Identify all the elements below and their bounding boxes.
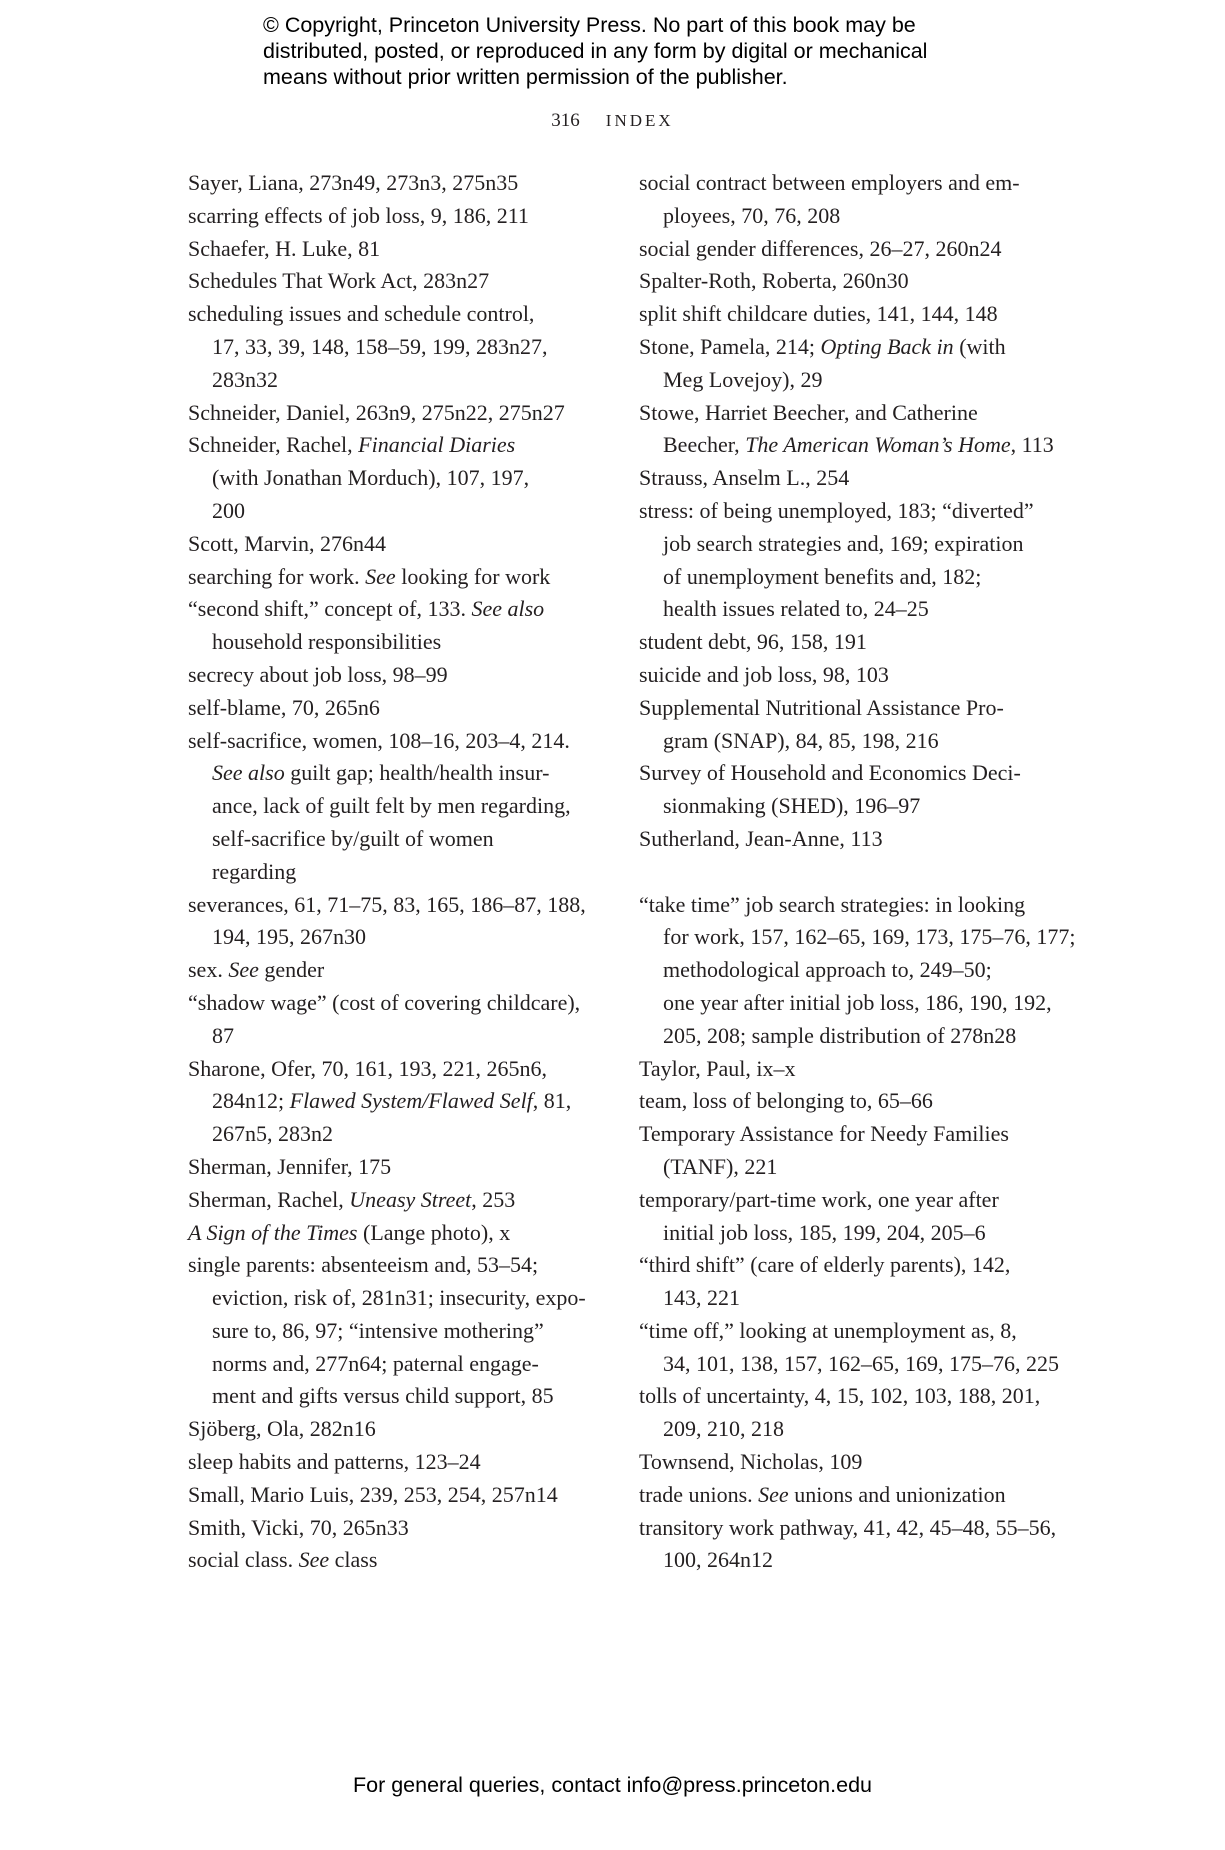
- index-text: 17, 33, 39, 148, 158–59, 199, 283n27,: [212, 333, 548, 359]
- index-entry: [639, 1249, 1059, 1282]
- index-entry-continuation: [639, 1151, 1059, 1184]
- index-italic-text: See also: [212, 760, 285, 786]
- index-text: self-blame, 70, 265n6: [188, 694, 380, 720]
- index-text: 200: [212, 497, 245, 523]
- index-text: Meg Lovejoy), 29: [663, 366, 823, 392]
- index-text: Survey of Household and Economics Deci-: [639, 760, 1021, 786]
- index-entry-continuation: [639, 561, 1059, 594]
- index-text: for work, 157, 162–65, 169, 173, 175–76, 177;: [663, 924, 1076, 950]
- index-entry-continuation: [639, 429, 1059, 462]
- copyright-notice: [263, 12, 1023, 90]
- index-entry-continuation: [639, 1348, 1059, 1381]
- index-entry: [639, 1512, 1059, 1545]
- index-text: self-sacrifice, women, 108–16, 203–4, 214.: [188, 727, 570, 753]
- index-text: trade unions.: [639, 1481, 759, 1507]
- index-text: 205, 208; sample distribution of 278n28: [663, 1022, 1017, 1048]
- index-text: team, loss of belonging to, 65–66: [639, 1088, 933, 1114]
- index-entry: [188, 167, 598, 200]
- index-text: “time off,” looking at unemployment as, 8,: [639, 1317, 1017, 1343]
- index-text: single parents: absenteeism and, 53–54;: [188, 1252, 539, 1278]
- index-text: initial job loss, 185, 199, 204, 205–6: [663, 1219, 986, 1245]
- section-title: INDEX: [605, 111, 674, 130]
- index-entry: [639, 397, 1059, 430]
- index-text: Sherman, Rachel,: [188, 1186, 350, 1212]
- index-entry-continuation: [639, 790, 1059, 823]
- index-text: student debt, 96, 158, 191: [639, 629, 867, 655]
- index-text: suicide and job loss, 98, 103: [639, 661, 889, 687]
- index-entry: [639, 1380, 1059, 1413]
- index-text: social contract between employers and em-: [639, 170, 1020, 195]
- index-text: eviction, risk of, 281n31; insecurity, expo-: [212, 1285, 586, 1311]
- index-text: “second shift,” concept of, 133.: [188, 596, 472, 622]
- index-entry-continuation: [639, 364, 1059, 397]
- index-text: scheduling issues and schedule control,: [188, 301, 535, 327]
- index-entry: [639, 1184, 1059, 1217]
- copyright-line: means without prior written permission of the publisher.: [263, 65, 788, 89]
- index-entry: [188, 659, 598, 692]
- index-entry: [639, 331, 1059, 364]
- index-entry: [639, 692, 1059, 725]
- index-entry-continuation: [188, 364, 598, 397]
- index-text: Townsend, Nicholas, 109: [639, 1449, 863, 1475]
- index-text: 194, 195, 267n30: [212, 924, 366, 950]
- index-entry: [188, 233, 598, 266]
- index-entry: [639, 495, 1059, 528]
- index-text: Supplemental Nutritional Assistance Pro-: [639, 694, 1004, 720]
- index-entry-continuation: [188, 626, 598, 659]
- index-entry: [639, 823, 1059, 856]
- running-head: [0, 110, 1225, 132]
- index-entry: [639, 659, 1059, 692]
- index-italic-text: See: [758, 1481, 789, 1507]
- index-text: guilt gap; health/health insur-: [284, 760, 550, 786]
- index-text: “third shift” (care of elderly parents), 142,: [639, 1252, 1011, 1278]
- index-entry-continuation: [639, 1282, 1059, 1315]
- index-italic-text: See: [298, 1547, 330, 1573]
- index-text: Spalter-Roth, Roberta, 260n30: [639, 268, 909, 294]
- index-text: Sherman, Jennifer, 175: [188, 1153, 392, 1179]
- index-entry: [188, 429, 598, 462]
- index-entry: [188, 889, 598, 922]
- index-text: gender: [258, 957, 325, 983]
- index-text: regarding: [212, 858, 297, 884]
- index-text: ance, lack of guilt felt by men regarding,: [212, 793, 571, 819]
- index-entry-continuation: [188, 1348, 598, 1381]
- index-entry-continuation: [639, 1544, 1059, 1577]
- index-text: , 81,: [532, 1088, 572, 1114]
- index-text: Sayer, Liana, 273n49, 273n3, 275n35: [188, 170, 519, 195]
- index-entry: [639, 1446, 1059, 1479]
- index-text: scarring effects of job loss, 9, 186, 211: [188, 202, 529, 228]
- index-text: 267n5, 283n2: [212, 1121, 333, 1147]
- index-text: Beecher,: [663, 432, 746, 458]
- index-entry: [639, 462, 1059, 495]
- index-text: Temporary Assistance for Needy Families: [639, 1121, 1009, 1147]
- index-text: ment and gifts versus child support, 85: [212, 1383, 554, 1409]
- index-entry: [188, 725, 598, 758]
- index-entry-continuation: [639, 200, 1059, 233]
- index-entry-continuation: [639, 987, 1059, 1020]
- index-italic-text: The American Woman’s Home: [745, 432, 1011, 458]
- index-entry: [639, 265, 1059, 298]
- index-entry-continuation: [188, 823, 598, 856]
- index-italic-text: Opting Back in: [820, 333, 954, 359]
- index-italic-text: See also: [471, 596, 545, 622]
- index-entry-continuation: [639, 725, 1059, 758]
- index-text: split shift childcare duties, 141, 144, 148: [639, 301, 998, 327]
- index-entry: [188, 1249, 598, 1282]
- index-text: sex.: [188, 957, 229, 983]
- index-entry: [188, 1217, 598, 1250]
- copyright-line: © Copyright, Princeton University Press. No part of this book may be: [263, 13, 916, 37]
- index-entry: [188, 1479, 598, 1512]
- index-text: of unemployment benefits and, 182;: [663, 563, 982, 589]
- index-text: social class.: [188, 1547, 299, 1573]
- index-text: health issues related to, 24–25: [663, 596, 929, 622]
- index-text: searching for work.: [188, 563, 366, 589]
- index-text: Small, Mario Luis, 239, 253, 254, 257n14: [188, 1481, 558, 1507]
- index-text: methodological approach to, 249–50;: [663, 957, 992, 983]
- index-entry-continuation: [188, 1085, 598, 1118]
- index-entry: [188, 1544, 598, 1577]
- index-text: 143, 221: [663, 1285, 740, 1311]
- index-entry-continuation: [639, 1217, 1059, 1250]
- index-entry: [188, 692, 598, 725]
- index-text: (Lange photo), x: [357, 1219, 511, 1245]
- index-entry: [639, 889, 1059, 922]
- index-entry-continuation: [188, 856, 598, 889]
- index-text: self-sacrifice by/guilt of women: [212, 825, 494, 851]
- index-entry: [188, 954, 598, 987]
- index-entry-continuation: [639, 1020, 1059, 1053]
- index-entry: [188, 397, 598, 430]
- index-text: sure to, 86, 97; “intensive mothering”: [212, 1317, 544, 1343]
- index-entry: [639, 1118, 1059, 1151]
- index-column-right: [639, 167, 1076, 1577]
- index-entry: [639, 1085, 1059, 1118]
- index-entry-continuation: [188, 1118, 598, 1151]
- index-entry: [188, 987, 598, 1020]
- index-entry: [188, 1053, 598, 1086]
- index-text: transitory work pathway, 41, 42, 45–48, 55–56,: [639, 1514, 1057, 1540]
- index-entry-continuation: [188, 1315, 598, 1348]
- index-italic-text: See: [228, 957, 259, 983]
- copyright-line: distributed, posted, or reproduced in any form by digital or mechanical: [263, 39, 928, 63]
- index-entry: [188, 1413, 598, 1446]
- index-entry-continuation: [188, 1020, 598, 1053]
- index-entry: [188, 1184, 598, 1217]
- index-text: Stone, Pamela, 214;: [639, 333, 821, 359]
- index-entry: [188, 593, 598, 626]
- index-italic-text: Flawed System/Flawed Self: [289, 1088, 533, 1114]
- page-number: 316: [551, 110, 580, 131]
- index-text: Sjöberg, Ola, 282n16: [188, 1416, 376, 1442]
- index-entry-continuation: [188, 331, 598, 364]
- index-entry-continuation: [639, 593, 1059, 626]
- index-entry: [188, 200, 598, 233]
- index-italic-text: Financial Diaries: [358, 432, 516, 458]
- index-entry: [639, 1479, 1059, 1512]
- index-text: severances, 61, 71–75, 83, 165, 186–87, 188,: [188, 891, 586, 917]
- index-text: unions and unionization: [788, 1481, 1006, 1507]
- index-entry-continuation: [188, 1380, 598, 1413]
- index-entry: [188, 298, 598, 331]
- index-text: looking for work: [395, 563, 551, 589]
- index-text: gram (SNAP), 84, 85, 198, 216: [663, 727, 939, 753]
- index-entry-continuation: [639, 528, 1059, 561]
- index-entry-continuation: [188, 462, 598, 495]
- index-text: tolls of uncertainty, 4, 15, 102, 103, 188, 201,: [639, 1383, 1041, 1409]
- index-text: job search strategies and, 169; expiration: [663, 530, 1024, 556]
- index-text: 283n32: [212, 366, 278, 392]
- index-column-left: [188, 167, 598, 1577]
- index-text: secrecy about job loss, 98–99: [188, 661, 448, 687]
- index-entry-continuation: [639, 1413, 1059, 1446]
- index-text: (with Jonathan Morduch), 107, 197,: [212, 465, 530, 491]
- index-text: class: [329, 1547, 378, 1573]
- index-text: 34, 101, 138, 157, 162–65, 169, 175–76, 225: [663, 1350, 1059, 1376]
- index-text: stress: of being unemployed, 183; “diverted”: [639, 497, 1034, 523]
- index-text: “shadow wage” (cost of covering childcare),: [188, 989, 581, 1015]
- index-entry: [639, 1053, 1059, 1086]
- index-text: “take time” job search strategies: in looking: [639, 891, 1026, 917]
- index-text: 209, 210, 218: [663, 1416, 784, 1442]
- index-letter-gap: [639, 856, 1059, 889]
- index-entry: [639, 1315, 1059, 1348]
- index-entry: [188, 1446, 598, 1479]
- index-entry: [639, 757, 1059, 790]
- index-entry: [188, 265, 598, 298]
- index-text: 87: [212, 1022, 234, 1048]
- index-entry: [188, 528, 598, 561]
- index-text: Stowe, Harriet Beecher, and Catherine: [639, 399, 978, 425]
- index-italic-text: Uneasy Street: [349, 1186, 472, 1212]
- index-italic-text: A Sign of the Times: [188, 1219, 358, 1245]
- index-entry: [639, 626, 1059, 659]
- index-text: 100, 264n12: [663, 1547, 773, 1573]
- index-text: Scott, Marvin, 276n44: [188, 530, 386, 556]
- index-text: Schedules That Work Act, 283n27: [188, 268, 490, 294]
- index-text: Sutherland, Jean-Anne, 113: [639, 825, 883, 851]
- index-entry: [639, 167, 1059, 200]
- index-entry-continuation: [188, 757, 598, 790]
- index-text: Schneider, Rachel,: [188, 432, 359, 458]
- index-entry-continuation: [639, 954, 1059, 987]
- index-entry: [639, 233, 1059, 266]
- index-entry-continuation: [188, 495, 598, 528]
- index-entry: [188, 561, 598, 594]
- index-text: social gender differences, 26–27, 260n24: [639, 235, 1002, 261]
- index-italic-text: See: [365, 563, 396, 589]
- index-text: household responsibilities: [212, 629, 442, 655]
- index-text: Smith, Vicki, 70, 265n33: [188, 1514, 409, 1540]
- footer-contact: For general queries, contact info@press.princeton.edu: [352, 1773, 872, 1797]
- index-text: sionmaking (SHED), 196–97: [663, 793, 921, 819]
- index-text: (TANF), 221: [663, 1153, 778, 1179]
- index-text: temporary/part-time work, one year after: [639, 1186, 999, 1212]
- index-entry-continuation: [188, 790, 598, 823]
- index-text: Sharone, Ofer, 70, 161, 193, 221, 265n6,: [188, 1055, 548, 1081]
- index-text: (with: [953, 333, 1006, 359]
- index-entry-continuation: [188, 921, 598, 954]
- index-text: Taylor, Paul, ix–x: [639, 1055, 796, 1081]
- index-text: Schaefer, H. Luke, 81: [188, 235, 381, 261]
- index-text: ployees, 70, 76, 208: [663, 202, 841, 228]
- index-entry: [639, 298, 1059, 331]
- index-text: sleep habits and patterns, 123–24: [188, 1449, 481, 1475]
- index-entry-continuation: [188, 1282, 598, 1315]
- index-text: , 113: [1010, 432, 1054, 458]
- index-text: Strauss, Anselm L., 254: [639, 465, 850, 491]
- index-text: Schneider, Daniel, 263n9, 275n22, 275n27: [188, 399, 565, 425]
- index-text: 284n12;: [212, 1088, 290, 1114]
- index-entry: [188, 1512, 598, 1545]
- index-text: , 253: [471, 1186, 516, 1212]
- index-entry: [188, 1151, 598, 1184]
- index-text: one year after initial job loss, 186, 190, 192,: [663, 989, 1052, 1015]
- index-entry-continuation: [639, 921, 1076, 954]
- index-text: norms and, 277n64; paternal engage-: [212, 1350, 539, 1376]
